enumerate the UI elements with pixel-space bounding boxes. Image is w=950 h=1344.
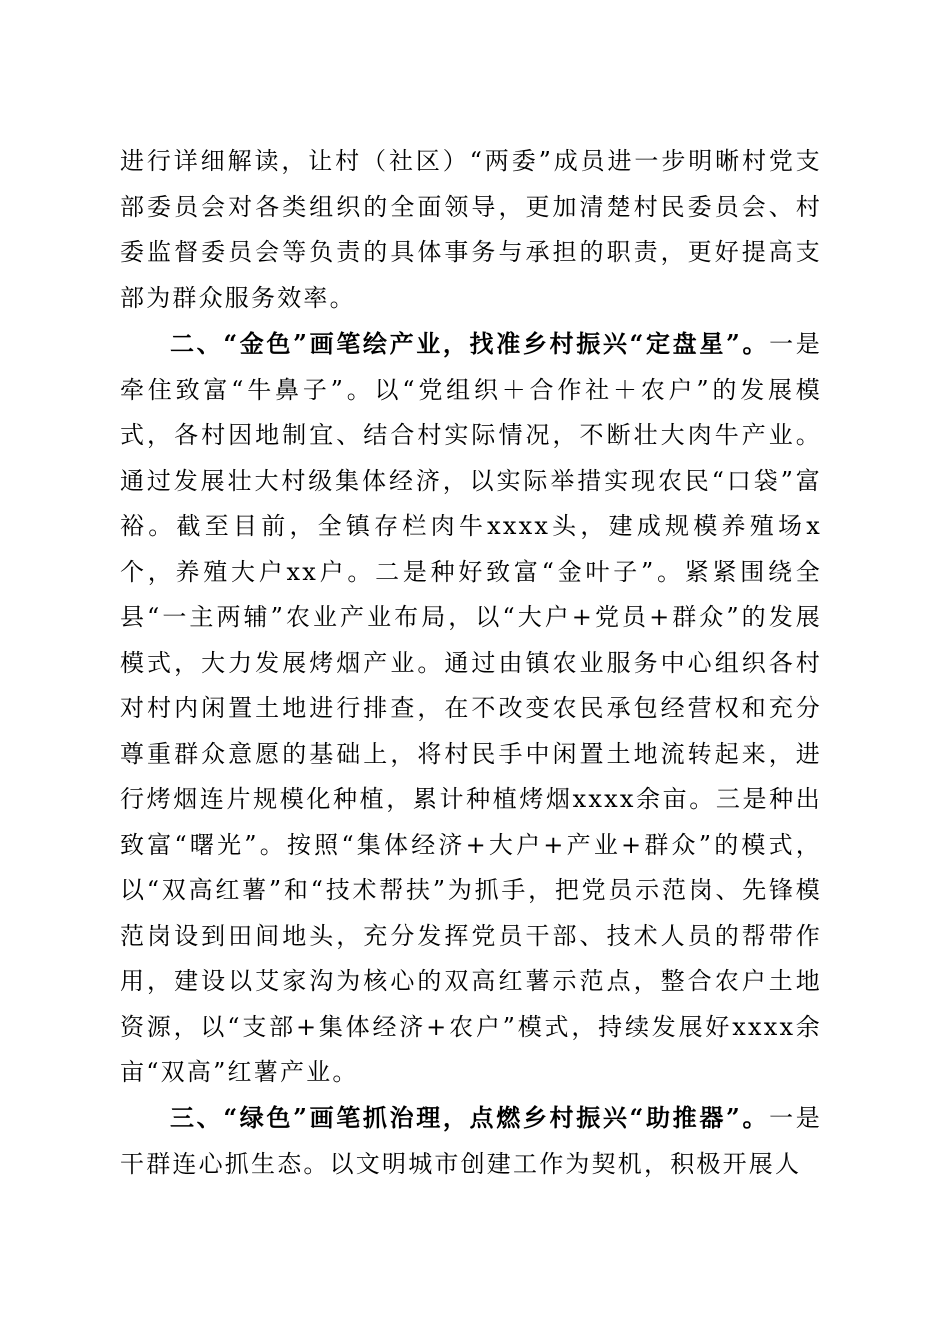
paragraph-body-text: 一是干群连心抓生态。以文明城市创建工作为契机，积极开展人 [120,1104,822,1178]
section-heading: 三、“绿色”画笔抓治理，点燃乡村振兴“助推器”。 [170,1103,770,1132]
paragraph-continued [120,139,822,321]
section-heading: 二、“金色”画笔绘产业，找准乡村振兴“定盘星”。 [170,329,770,358]
paragraph-section-three [120,1095,822,1187]
paragraph-section-two [120,321,822,1096]
paragraph-body-text: 进行详细解读，让村（社区）“两委”成员进一步明晰村党支部委员会对各类组织的全面领导，更加清楚村民委员会、村委监督委员会等负责的具体事务与承担的职责，更好提高支部为群众服务效率。 [120,147,822,312]
paragraph-body-text: 一是牵住致富“牛鼻子”。以“党组织＋合作社＋农户”的发展模式，各村因地制宜、结合村实际情况，不断壮大肉牛产业。通过发展壮大村级集体经济，以实际举措实现农民“口袋”富裕。截至目前，全镇存栏肉牛xxxx头，建成规模养殖场x个，养殖大户xx户。二是种好致富“金叶子”。紧紧围绕全县“一主两辅”农业产业布局，以“大户+党员+群众”的发展模式，大力发展烤烟产业。通过由镇农业服务中心组织各村对村内闲置土地进行排查，在不改变农民承包经营权和充分尊重群众意愿的基础上，将村民手中闲置土地流转起来，进行烤烟连片规模化种植，累计种植烤烟xxxx余亩。三是种出致富“曙光”。按照“集体经济+大户+产业+群众”的模式，以“双高红薯”和“技术帮扶”为抓手，把党员示范岗、先锋模范岗设到田间地头，充分发挥党员干部、技术人员的帮带作用，建设以艾家沟为核心的双高红薯示范点，整合农户土地资源，以“支部+集体经济+农户”模式，持续发展好xxxx余亩“双高”红薯产业。 [120,330,822,1086]
